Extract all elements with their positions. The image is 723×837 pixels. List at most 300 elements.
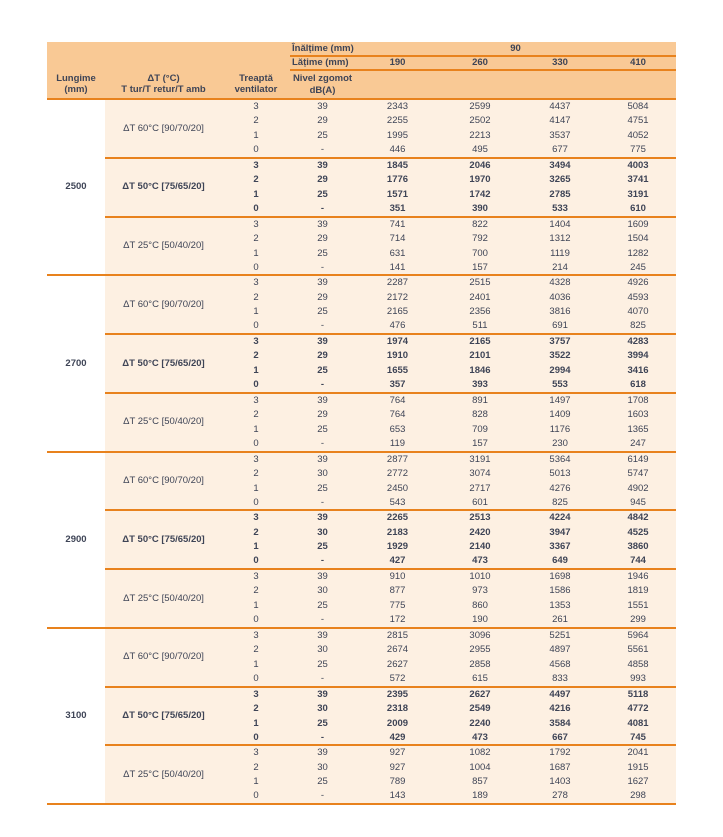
- value-cell: 5013: [520, 466, 600, 481]
- value-cell: 476: [355, 319, 440, 334]
- value-cell: 927: [355, 745, 440, 760]
- table-row: [47, 275, 676, 290]
- fan-step-cell: 2: [222, 701, 290, 716]
- header-delta-t-line1: ΔT (°C): [147, 72, 180, 84]
- dt-label-cell: ΔT 60°C [90/70/20]: [105, 452, 222, 511]
- value-cell: 553: [520, 378, 600, 393]
- value-cell: 1946: [600, 569, 676, 584]
- value-cell: 172: [355, 613, 440, 628]
- value-cell: 4276: [520, 481, 600, 496]
- dt-label-cell: ΔT 60°C [90/70/20]: [105, 628, 222, 687]
- header-lungime-line2: (mm): [64, 84, 88, 95]
- value-cell: 2140: [440, 540, 520, 555]
- value-cell: 1603: [600, 407, 676, 422]
- lungime-cell: 3100: [47, 628, 105, 804]
- fan-step-cell: 1: [222, 128, 290, 143]
- value-cell: 119: [355, 437, 440, 452]
- fan-step-cell: 0: [222, 202, 290, 217]
- value-cell: 390: [440, 202, 520, 217]
- value-cell: 2502: [440, 114, 520, 129]
- value-cell: 2627: [355, 657, 440, 672]
- value-cell: 572: [355, 672, 440, 687]
- noise-cell: -: [290, 143, 355, 158]
- header-delta-t-line2: T tur/T retur/T amb: [121, 84, 206, 95]
- fan-step-cell: 3: [222, 275, 290, 290]
- table-row: [47, 393, 676, 408]
- noise-cell: 25: [290, 363, 355, 378]
- noise-cell: 30: [290, 642, 355, 657]
- value-cell: 299: [600, 613, 676, 628]
- value-cell: 1845: [355, 158, 440, 173]
- value-cell: 1497: [520, 393, 600, 408]
- value-cell: 764: [355, 393, 440, 408]
- value-cell: 3584: [520, 716, 600, 731]
- noise-cell: 29: [290, 349, 355, 364]
- lungime-cell: 2700: [47, 275, 105, 451]
- value-cell: 4842: [600, 510, 676, 525]
- value-cell: 4070: [600, 305, 676, 320]
- value-cell: 2265: [355, 510, 440, 525]
- fan-step-cell: 1: [222, 363, 290, 378]
- value-cell: 4858: [600, 657, 676, 672]
- noise-cell: 29: [290, 407, 355, 422]
- value-cell: 4593: [600, 290, 676, 305]
- value-cell: 2549: [440, 701, 520, 716]
- value-cell: 2343: [355, 99, 440, 114]
- fan-step-cell: 1: [222, 246, 290, 261]
- value-cell: 649: [520, 554, 600, 569]
- value-cell: 357: [355, 378, 440, 393]
- value-cell: 653: [355, 422, 440, 437]
- noise-cell: 25: [290, 540, 355, 555]
- value-cell: 1742: [440, 187, 520, 202]
- table-row: [47, 510, 676, 525]
- value-cell: 1119: [520, 246, 600, 261]
- value-cell: 6149: [600, 452, 676, 467]
- value-cell: 2165: [440, 334, 520, 349]
- header-latime-label: Lățime (mm): [290, 56, 355, 70]
- value-cell: 1282: [600, 246, 676, 261]
- header-width-col-190: 190: [355, 56, 440, 70]
- dt-label-cell: ΔT 25°C [50/40/20]: [105, 393, 222, 452]
- value-cell: 3367: [520, 540, 600, 555]
- value-cell: 4525: [600, 525, 676, 540]
- value-cell: 877: [355, 584, 440, 599]
- fan-step-cell: 2: [222, 760, 290, 775]
- value-cell: 1176: [520, 422, 600, 437]
- table-row: [47, 217, 676, 232]
- value-cell: 993: [600, 672, 676, 687]
- fan-step-cell: 1: [222, 187, 290, 202]
- value-cell: 2599: [440, 99, 520, 114]
- fan-step-cell: 2: [222, 525, 290, 540]
- value-cell: 3537: [520, 128, 600, 143]
- lungime-cell: 2500: [47, 99, 105, 275]
- value-cell: 4216: [520, 701, 600, 716]
- value-cell: 2318: [355, 701, 440, 716]
- noise-cell: -: [290, 731, 355, 746]
- noise-cell: 39: [290, 452, 355, 467]
- value-cell: 2877: [355, 452, 440, 467]
- fan-step-cell: 0: [222, 319, 290, 334]
- value-cell: 1082: [440, 745, 520, 760]
- value-cell: 857: [440, 775, 520, 790]
- dt-label-cell: ΔT 50°C [75/65/20]: [105, 334, 222, 393]
- value-cell: 511: [440, 319, 520, 334]
- fan-step-cell: 1: [222, 657, 290, 672]
- value-cell: 891: [440, 393, 520, 408]
- value-cell: 667: [520, 731, 600, 746]
- value-cell: 214: [520, 261, 600, 276]
- value-cell: 825: [600, 319, 676, 334]
- header-corner: [47, 42, 290, 56]
- value-cell: 157: [440, 437, 520, 452]
- fan-step-cell: 0: [222, 143, 290, 158]
- table-body: [47, 99, 676, 804]
- value-cell: 610: [600, 202, 676, 217]
- value-cell: 190: [440, 613, 520, 628]
- fan-step-cell: 1: [222, 598, 290, 613]
- value-cell: 822: [440, 217, 520, 232]
- value-cell: 1929: [355, 540, 440, 555]
- fan-step-cell: 1: [222, 481, 290, 496]
- value-cell: 2255: [355, 114, 440, 129]
- value-cell: 3816: [520, 305, 600, 320]
- value-cell: 1970: [440, 172, 520, 187]
- value-cell: 1776: [355, 172, 440, 187]
- value-cell: 143: [355, 789, 440, 804]
- dt-label-cell: ΔT 50°C [75/65/20]: [105, 158, 222, 217]
- value-cell: 2513: [440, 510, 520, 525]
- fan-step-cell: 3: [222, 510, 290, 525]
- value-cell: 261: [520, 613, 600, 628]
- value-cell: 2815: [355, 628, 440, 643]
- value-cell: 3994: [600, 349, 676, 364]
- fan-step-cell: 2: [222, 466, 290, 481]
- noise-cell: 25: [290, 246, 355, 261]
- value-cell: 1698: [520, 569, 600, 584]
- value-cell: 245: [600, 261, 676, 276]
- noise-cell: -: [290, 261, 355, 276]
- noise-cell: 25: [290, 481, 355, 496]
- noise-cell: 39: [290, 510, 355, 525]
- noise-cell: 25: [290, 187, 355, 202]
- value-cell: 4897: [520, 642, 600, 657]
- value-cell: 1404: [520, 217, 600, 232]
- fan-step-cell: 0: [222, 731, 290, 746]
- header-corner-2: [47, 56, 290, 70]
- noise-cell: -: [290, 613, 355, 628]
- value-cell: 3416: [600, 363, 676, 378]
- dt-label-cell: ΔT 60°C [90/70/20]: [105, 275, 222, 334]
- noise-cell: -: [290, 672, 355, 687]
- noise-cell: 39: [290, 217, 355, 232]
- fan-step-cell: 0: [222, 437, 290, 452]
- value-cell: 533: [520, 202, 600, 217]
- noise-cell: 39: [290, 158, 355, 173]
- value-cell: 1551: [600, 598, 676, 613]
- value-cell: 2287: [355, 275, 440, 290]
- header-width-col-260: 260: [440, 56, 520, 70]
- header-lungime: [47, 70, 105, 99]
- value-cell: 2240: [440, 716, 520, 731]
- noise-cell: -: [290, 789, 355, 804]
- noise-cell: 30: [290, 584, 355, 599]
- value-cell: 2627: [440, 687, 520, 702]
- value-cell: 4283: [600, 334, 676, 349]
- value-cell: 4081: [600, 716, 676, 731]
- noise-cell: 29: [290, 231, 355, 246]
- header-zgomot: [290, 70, 355, 99]
- noise-cell: 25: [290, 598, 355, 613]
- value-cell: 825: [520, 496, 600, 511]
- value-cell: 618: [600, 378, 676, 393]
- value-cell: 631: [355, 246, 440, 261]
- value-cell: 677: [520, 143, 600, 158]
- fan-step-cell: 3: [222, 334, 290, 349]
- value-cell: 5251: [520, 628, 600, 643]
- value-cell: 1995: [355, 128, 440, 143]
- value-cell: 2046: [440, 158, 520, 173]
- fan-step-cell: 1: [222, 305, 290, 320]
- value-cell: 427: [355, 554, 440, 569]
- value-cell: 4328: [520, 275, 600, 290]
- value-cell: 3074: [440, 466, 520, 481]
- header-zgomot-line2: dB(A): [309, 84, 336, 96]
- table-row: [47, 569, 676, 584]
- value-cell: 5118: [600, 687, 676, 702]
- noise-cell: 30: [290, 525, 355, 540]
- value-cell: 3741: [600, 172, 676, 187]
- value-cell: 4003: [600, 158, 676, 173]
- noise-cell: 39: [290, 99, 355, 114]
- value-cell: 860: [440, 598, 520, 613]
- table-row: [47, 687, 676, 702]
- value-cell: 2858: [440, 657, 520, 672]
- value-cell: 3494: [520, 158, 600, 173]
- dt-label-cell: ΔT 25°C [50/40/20]: [105, 217, 222, 276]
- header-width-col-410: 410: [600, 56, 676, 70]
- fan-step-cell: 0: [222, 378, 290, 393]
- value-cell: 691: [520, 319, 600, 334]
- value-cell: 2213: [440, 128, 520, 143]
- fan-step-cell: 3: [222, 452, 290, 467]
- dt-label-cell: ΔT 25°C [50/40/20]: [105, 745, 222, 804]
- value-cell: 141: [355, 261, 440, 276]
- value-cell: 1655: [355, 363, 440, 378]
- noise-cell: 29: [290, 172, 355, 187]
- fan-step-cell: 3: [222, 99, 290, 114]
- value-cell: 4036: [520, 290, 600, 305]
- value-cell: 945: [600, 496, 676, 511]
- table-row: [47, 334, 676, 349]
- noise-cell: -: [290, 437, 355, 452]
- value-cell: 543: [355, 496, 440, 511]
- header-width-col-330: 330: [520, 56, 600, 70]
- noise-cell: 39: [290, 628, 355, 643]
- value-cell: 1915: [600, 760, 676, 775]
- value-cell: 230: [520, 437, 600, 452]
- fan-step-cell: 3: [222, 158, 290, 173]
- fan-step-cell: 2: [222, 349, 290, 364]
- value-cell: 2450: [355, 481, 440, 496]
- value-cell: 2172: [355, 290, 440, 305]
- value-cell: 2515: [440, 275, 520, 290]
- value-cell: 247: [600, 437, 676, 452]
- value-cell: 2395: [355, 687, 440, 702]
- value-cell: 2183: [355, 525, 440, 540]
- spec-table: [47, 42, 676, 805]
- value-cell: 3522: [520, 349, 600, 364]
- noise-cell: 29: [290, 290, 355, 305]
- value-cell: 3096: [440, 628, 520, 643]
- value-cell: 157: [440, 261, 520, 276]
- value-cell: 745: [600, 731, 676, 746]
- noise-cell: 39: [290, 569, 355, 584]
- fan-step-cell: 0: [222, 554, 290, 569]
- noise-cell: -: [290, 496, 355, 511]
- value-cell: 4902: [600, 481, 676, 496]
- value-cell: 833: [520, 672, 600, 687]
- table-row: [47, 99, 676, 114]
- value-cell: 910: [355, 569, 440, 584]
- value-cell: 1974: [355, 334, 440, 349]
- value-cell: 1403: [520, 775, 600, 790]
- value-cell: 2420: [440, 525, 520, 540]
- header-filler: [355, 70, 676, 99]
- value-cell: 2674: [355, 642, 440, 657]
- fan-step-cell: 1: [222, 540, 290, 555]
- header-inaltime-label: Înălțime (mm): [290, 42, 355, 56]
- value-cell: 1627: [600, 775, 676, 790]
- value-cell: 764: [355, 407, 440, 422]
- table-row: [47, 158, 676, 173]
- header-lungime-line1: Lungime: [56, 72, 96, 84]
- value-cell: 3860: [600, 540, 676, 555]
- dt-label-cell: ΔT 60°C [90/70/20]: [105, 99, 222, 158]
- value-cell: 792: [440, 231, 520, 246]
- value-cell: 2994: [520, 363, 600, 378]
- value-cell: 4926: [600, 275, 676, 290]
- fan-step-cell: 3: [222, 745, 290, 760]
- value-cell: 495: [440, 143, 520, 158]
- fan-step-cell: 1: [222, 716, 290, 731]
- value-cell: 2785: [520, 187, 600, 202]
- value-cell: 714: [355, 231, 440, 246]
- value-cell: 1910: [355, 349, 440, 364]
- dt-label-cell: ΔT 50°C [75/65/20]: [105, 687, 222, 746]
- fan-step-cell: 3: [222, 217, 290, 232]
- fan-step-cell: 2: [222, 642, 290, 657]
- noise-cell: 30: [290, 701, 355, 716]
- value-cell: 298: [600, 789, 676, 804]
- value-cell: 615: [440, 672, 520, 687]
- fan-step-cell: 1: [222, 775, 290, 790]
- fan-step-cell: 0: [222, 789, 290, 804]
- value-cell: 446: [355, 143, 440, 158]
- value-cell: 2401: [440, 290, 520, 305]
- value-cell: 3265: [520, 172, 600, 187]
- value-cell: 5561: [600, 642, 676, 657]
- value-cell: 473: [440, 554, 520, 569]
- fan-step-cell: 0: [222, 496, 290, 511]
- fan-step-cell: 3: [222, 628, 290, 643]
- value-cell: 1846: [440, 363, 520, 378]
- value-cell: 1004: [440, 760, 520, 775]
- fan-step-cell: 0: [222, 261, 290, 276]
- value-cell: 1312: [520, 231, 600, 246]
- dt-label-cell: ΔT 25°C [50/40/20]: [105, 569, 222, 628]
- value-cell: 2955: [440, 642, 520, 657]
- value-cell: 709: [440, 422, 520, 437]
- value-cell: 473: [440, 731, 520, 746]
- fan-step-cell: 2: [222, 114, 290, 129]
- value-cell: 351: [355, 202, 440, 217]
- value-cell: 828: [440, 407, 520, 422]
- value-cell: 973: [440, 584, 520, 599]
- header-inaltime-value: 90: [355, 42, 676, 56]
- value-cell: 2101: [440, 349, 520, 364]
- value-cell: 4772: [600, 701, 676, 716]
- fan-step-cell: 2: [222, 584, 290, 599]
- noise-cell: 29: [290, 114, 355, 129]
- value-cell: 4751: [600, 114, 676, 129]
- noise-cell: 25: [290, 716, 355, 731]
- noise-cell: 25: [290, 775, 355, 790]
- value-cell: 429: [355, 731, 440, 746]
- value-cell: 1409: [520, 407, 600, 422]
- noise-cell: 25: [290, 422, 355, 437]
- value-cell: 2772: [355, 466, 440, 481]
- noise-cell: 39: [290, 275, 355, 290]
- fan-step-cell: 1: [222, 422, 290, 437]
- value-cell: 5747: [600, 466, 676, 481]
- noise-cell: 30: [290, 760, 355, 775]
- value-cell: 3191: [440, 452, 520, 467]
- value-cell: 2041: [600, 745, 676, 760]
- header-delta-t: [105, 70, 222, 99]
- table-row: [47, 745, 676, 760]
- value-cell: 2009: [355, 716, 440, 731]
- value-cell: 789: [355, 775, 440, 790]
- value-cell: 189: [440, 789, 520, 804]
- value-cell: 1353: [520, 598, 600, 613]
- value-cell: 1571: [355, 187, 440, 202]
- value-cell: 5964: [600, 628, 676, 643]
- value-cell: 3191: [600, 187, 676, 202]
- value-cell: 4568: [520, 657, 600, 672]
- noise-cell: 25: [290, 305, 355, 320]
- fan-step-cell: 2: [222, 407, 290, 422]
- noise-cell: 30: [290, 466, 355, 481]
- noise-cell: -: [290, 554, 355, 569]
- fan-step-cell: 3: [222, 393, 290, 408]
- table-row: [47, 452, 676, 467]
- value-cell: 744: [600, 554, 676, 569]
- fan-step-cell: 3: [222, 687, 290, 702]
- value-cell: 1792: [520, 745, 600, 760]
- value-cell: 4147: [520, 114, 600, 129]
- value-cell: 4224: [520, 510, 600, 525]
- header-zgomot-line1: Nivel zgomot: [292, 73, 353, 85]
- value-cell: 278: [520, 789, 600, 804]
- lungime-cell: 2900: [47, 452, 105, 628]
- noise-cell: -: [290, 378, 355, 393]
- value-cell: 2717: [440, 481, 520, 496]
- dt-label-cell: ΔT 50°C [75/65/20]: [105, 510, 222, 569]
- noise-cell: 25: [290, 128, 355, 143]
- value-cell: 700: [440, 246, 520, 261]
